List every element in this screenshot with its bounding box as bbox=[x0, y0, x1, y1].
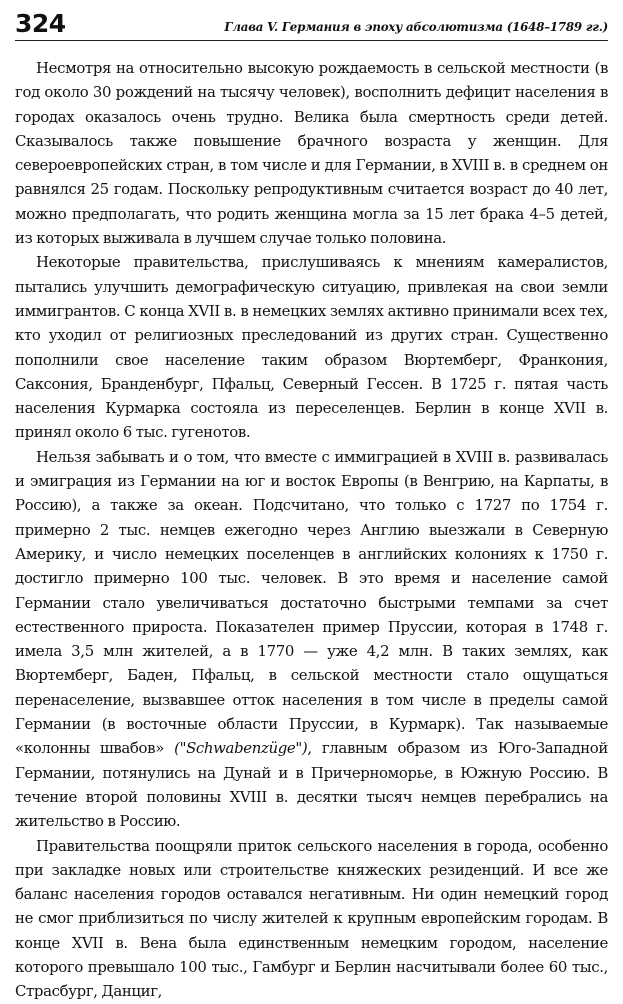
page-body bbox=[15, 56, 608, 1004]
paragraph-birth-rate: Несмотря на относительно высокую рождаемость в сельской местности (в год около 30 рождений на тысячу человек), восполнить дефицит населения в городах оказалось очень трудно. Велика была смертность среди детей. Сказывалось также повышение брачного возраста у женщин. Для североевропейских стран, в том числе и для Германии, в XVIII в. в среднем он равнялся 25 годам. Поскольку репродуктивным считается возраст до 40 лет, можно предполагать, что родить женщина могла за 15 лет брака 4–5 детей, из которых выживала в лучшем случае только половина. bbox=[15, 59, 608, 248]
paragraph-urban-population: Правительства поощряли приток сельского населения в города, особенно при закладке новых или строительстве княжеских резиденций. И все же баланс населения городов оставался негативным. Ни один немецкий город не смог приблизиться по числу жителей к крупным европейским городам. В конце XVII в. Вена была единственным немецким городом, население которого превышало 100 тыс., Гамбург и Берлин насчитывали более 60 тыс., Страсбург, Данциг, bbox=[15, 836, 608, 1001]
paragraph-immigration: Некоторые правительства, прислушиваясь к мнениям камералистов, пытались улучшить демографическую ситуацию, привлекая на свои земли иммигрантов. С конца XVII в. в немецких землях активно принимали всех тех, кто уходил от религиозных преследований из других стран. Существенно пополнили свое население таким образом Вюртемберг, Франкония, Саксония, Бранденбург, Пфальц, Северный Гессен. В 1725 г. пятая часть населения Курмарка состояла из переселенцев. Берлин в конце XVII в. принял около 6 тыс. гугенотов. bbox=[15, 253, 608, 442]
page-number: 324 bbox=[15, 9, 66, 38]
paragraph-text: Нельзя забывать и о том, что вместе с иммиграцией в XVIII в. развивалась и эмиграция из Германии на юг и восток Европы (в Венгрию, на Карпаты, в Россию), а также за океан. Подсчитано, что только с 1727 по 1754 г. примерно 2 тыс. немцев ежегодно через Англию выезжали в Северную Америку, и число немецких поселенцев в английских колониях к 1750 г. достигло примерно 100 тыс. человек. В это время и население самой Германии стало увеличиваться достаточно быстрыми темпами за счет естественного прироста. Показателен пример Пруссии, которая в 1748 г. имела 3,5 млн жителей, а в 1770 — уже 4,2 млн. В таких землях, как Вюртемберг, Баден, Пфальц, в сельской местности стало ощущаться перенаселение, вызвавшее отток населения в том числе в пределы самой Германии (в восточные области Пруссии, в Курмарк). Так называемые «колонны швабов» bbox=[15, 447, 608, 758]
running-head: Глава V. Германия в эпоху абсолютизма (1648–1789 гг.) bbox=[224, 20, 608, 34]
paragraph-text: , главным образом из Юго-Западной Германии, потянулись на Дунай и в Причерноморье, в Южную Россию. В течение второй половины XVIII в. десятки тысяч немцев перебрались на жительство в Россию. bbox=[15, 739, 608, 831]
page-header bbox=[15, 6, 608, 41]
italic-term: ("Schwabenzüge") bbox=[174, 739, 308, 758]
paragraph-emigration bbox=[15, 445, 608, 834]
